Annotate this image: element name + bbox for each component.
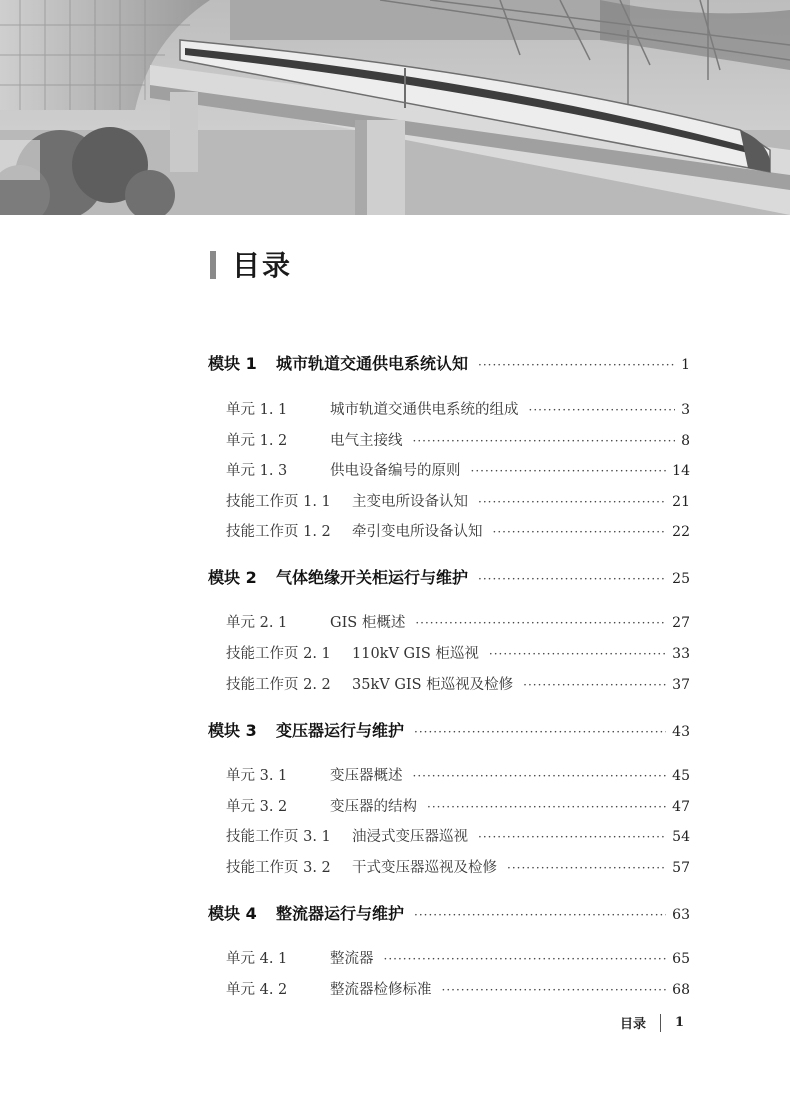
toc-unit-1-3[interactable] bbox=[226, 459, 690, 480]
toc-skill-1-1[interactable] bbox=[226, 490, 690, 511]
title-accent-bar bbox=[210, 251, 216, 279]
dot-leader bbox=[414, 908, 666, 922]
dot-leader bbox=[471, 464, 667, 478]
toc-unit-1-2[interactable] bbox=[226, 429, 690, 450]
dot-leader bbox=[489, 647, 666, 661]
skill-page: 54 bbox=[672, 829, 690, 845]
footer-divider bbox=[660, 1014, 661, 1032]
dot-leader bbox=[523, 678, 666, 692]
dot-leader bbox=[478, 572, 666, 586]
unit-page: 68 bbox=[672, 982, 690, 998]
unit-number: 单元 4. 1 bbox=[226, 951, 288, 967]
dot-leader bbox=[507, 861, 666, 875]
skill-number: 技能工作页 3. 1 bbox=[226, 829, 331, 845]
toc-unit-3-1[interactable] bbox=[226, 764, 690, 785]
module-page: 25 bbox=[672, 571, 690, 587]
toc-unit-1-1[interactable] bbox=[226, 398, 690, 419]
skill-page: 57 bbox=[672, 860, 690, 876]
module-number: 模块 1 bbox=[208, 354, 257, 373]
toc-module-4[interactable] bbox=[208, 901, 690, 924]
dot-leader bbox=[427, 800, 666, 814]
unit-number: 单元 1. 1 bbox=[226, 402, 288, 418]
unit-page: 47 bbox=[672, 799, 690, 815]
unit-title: 电气主接线 bbox=[330, 433, 403, 449]
toc-skill-3-2[interactable] bbox=[226, 856, 690, 877]
module-page: 43 bbox=[672, 724, 690, 740]
unit-title: GIS 柜概述 bbox=[330, 615, 406, 631]
skill-title: 主变电所设备认知 bbox=[352, 494, 468, 510]
skill-number: 技能工作页 2. 2 bbox=[226, 677, 331, 693]
page-title: 目录 bbox=[232, 249, 293, 282]
dot-leader bbox=[413, 434, 676, 448]
unit-title: 整流器检修标准 bbox=[330, 982, 432, 998]
module-page: 1 bbox=[681, 357, 690, 373]
skill-number: 技能工作页 2. 1 bbox=[226, 646, 331, 662]
unit-number: 单元 2. 1 bbox=[226, 615, 288, 631]
dot-leader bbox=[478, 495, 666, 509]
toc-skill-3-1[interactable] bbox=[226, 825, 690, 846]
unit-title: 变压器的结构 bbox=[330, 799, 417, 815]
skill-number: 技能工作页 1. 2 bbox=[226, 524, 331, 540]
toc-unit-4-1[interactable] bbox=[226, 947, 690, 968]
module-number: 模块 2 bbox=[208, 568, 257, 587]
unit-number: 单元 1. 3 bbox=[226, 463, 288, 479]
module-title: 整流器运行与维护 bbox=[276, 904, 405, 923]
unit-page: 65 bbox=[672, 951, 690, 967]
unit-title: 供电设备编号的原则 bbox=[330, 463, 461, 479]
skill-page: 21 bbox=[672, 494, 690, 510]
unit-number: 单元 3. 1 bbox=[226, 768, 288, 784]
module-title: 气体绝缘开关柜运行与维护 bbox=[276, 568, 469, 587]
toc-unit-4-2[interactable] bbox=[226, 978, 690, 999]
unit-page: 45 bbox=[672, 768, 690, 784]
skill-page: 22 bbox=[672, 524, 690, 540]
skill-title: 牵引变电所设备认知 bbox=[352, 524, 483, 540]
dot-leader bbox=[413, 769, 667, 783]
header-photo-train-viaduct bbox=[0, 0, 790, 215]
skill-page: 37 bbox=[672, 677, 690, 693]
page-footer bbox=[620, 1013, 684, 1032]
unit-title: 城市轨道交通供电系统的组成 bbox=[330, 402, 519, 418]
skill-title: 110kV GIS 柜巡视 bbox=[352, 646, 479, 662]
skill-title: 油浸式变压器巡视 bbox=[352, 829, 468, 845]
toc-unit-2-1[interactable] bbox=[226, 611, 690, 632]
unit-number: 单元 4. 2 bbox=[226, 982, 288, 998]
skill-number: 技能工作页 1. 1 bbox=[226, 494, 331, 510]
footer-page-number: 1 bbox=[675, 1015, 685, 1030]
footer-section-label: 目录 bbox=[620, 1017, 647, 1032]
toc-skill-1-2[interactable] bbox=[226, 520, 690, 541]
skill-number: 技能工作页 3. 2 bbox=[226, 860, 331, 876]
module-title: 变压器运行与维护 bbox=[276, 721, 405, 740]
unit-number: 单元 1. 2 bbox=[226, 433, 288, 449]
toc-unit-3-2[interactable] bbox=[226, 795, 690, 816]
dot-leader bbox=[529, 403, 676, 417]
skill-title: 35kV GIS 柜巡视及检修 bbox=[352, 677, 514, 693]
toc-module-1[interactable] bbox=[208, 351, 690, 374]
toc-skill-2-1[interactable] bbox=[226, 642, 690, 663]
dot-leader bbox=[442, 983, 667, 997]
skill-page: 33 bbox=[672, 646, 690, 662]
unit-title: 变压器概述 bbox=[330, 768, 403, 784]
dot-leader bbox=[478, 358, 675, 372]
unit-page: 3 bbox=[681, 402, 690, 418]
unit-page: 14 bbox=[672, 463, 690, 479]
module-title: 城市轨道交通供电系统认知 bbox=[276, 354, 469, 373]
module-page: 63 bbox=[672, 907, 690, 923]
module-number: 模块 3 bbox=[208, 721, 257, 740]
toc-module-3[interactable] bbox=[208, 718, 690, 741]
dot-leader bbox=[414, 725, 666, 739]
module-number: 模块 4 bbox=[208, 904, 257, 923]
unit-page: 8 bbox=[681, 433, 690, 449]
toc-module-2[interactable] bbox=[208, 565, 690, 588]
dot-leader bbox=[478, 830, 666, 844]
dot-leader bbox=[415, 616, 666, 630]
dot-leader bbox=[493, 525, 667, 539]
skill-title: 干式变压器巡视及检修 bbox=[352, 860, 497, 876]
unit-title: 整流器 bbox=[330, 951, 374, 967]
toc-skill-2-2[interactable] bbox=[226, 673, 690, 694]
unit-page: 27 bbox=[672, 615, 690, 631]
dot-leader bbox=[384, 952, 667, 966]
unit-number: 单元 3. 2 bbox=[226, 799, 288, 815]
